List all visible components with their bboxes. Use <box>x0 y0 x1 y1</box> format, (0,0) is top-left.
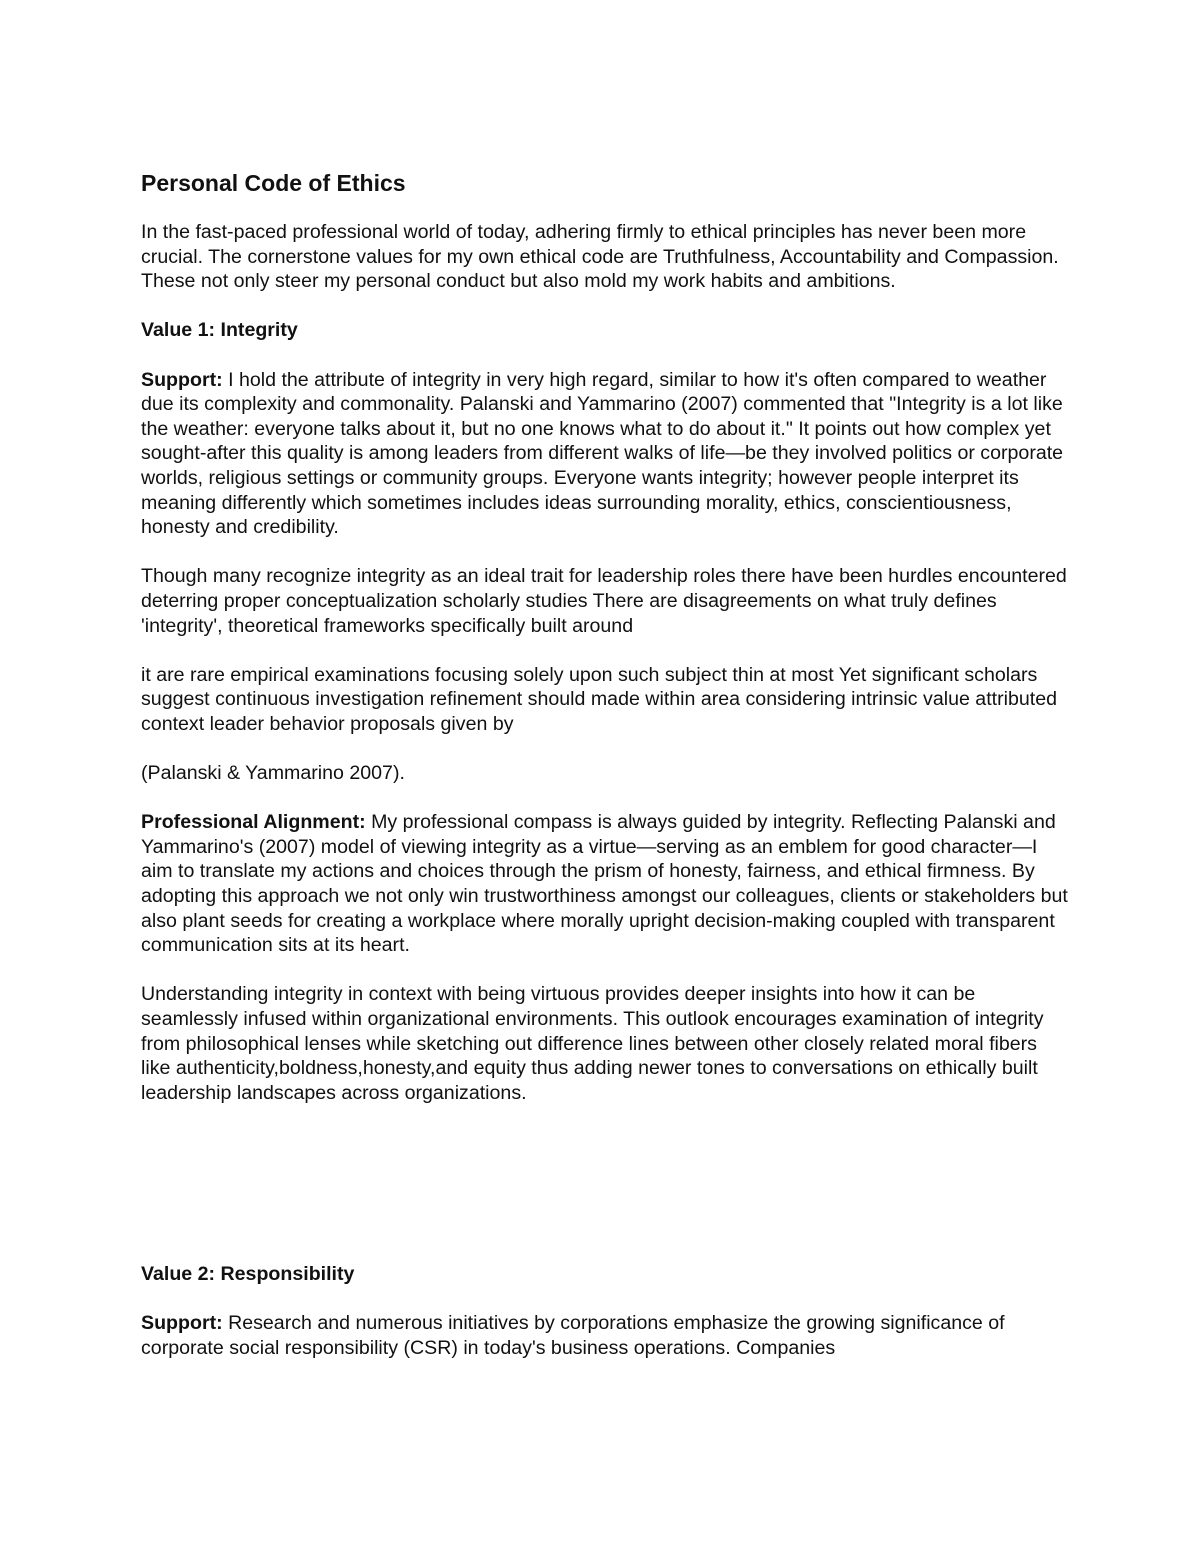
support-label: Support: <box>141 1312 223 1335</box>
support-label: Support: <box>141 368 223 391</box>
page-title: Personal Code of Ethics <box>141 170 406 196</box>
professional-alignment-text: My professional compass is always guided by integrity. Reflecting Palanski and Yammarino's (2007) model of viewing integrity as a virtue—serving as an emblem for good character—I aim to translate my actions and choices through the prism of honesty, fairness, and ethical firmness. By adopting this approach we not only win trustworthiness amongst our colleagues, clients or stakeholders but also plant seeds for creating a workplace where morally upright decision-making coupled with transparent communication sits at its heart. <box>141 811 1068 957</box>
value1-heading: Value 1: Integrity <box>141 319 298 342</box>
professional-alignment-paragraph <box>141 810 1071 958</box>
value2-support-paragraph <box>141 1311 1071 1360</box>
value1-support-paragraph <box>141 368 1071 540</box>
support-text: Research and numerous initiatives by corporations emphasize the growing significance of corporate social responsibility (CSR) in today's business operations. Companies <box>141 1312 1005 1359</box>
support-text: I hold the attribute of integrity in very high regard, similar to how it's often compared to weather due its complexity and commonality. Palanski and Yammarino (2007) commented that "Integrity is a lot like the weather: everyone talks about it, but no one knows what to do about it." It points out how complex yet sought-after this quality is among leaders from different walks of life—be they involved politics or corporate worlds, religious settings or community groups. Everyone wants integrity; however people interpret its meaning differently which sometimes includes ideas surrounding morality, ethics, conscientiousness, honesty and credibility. <box>141 368 1064 539</box>
value1-paragraph-2: Though many recognize integrity as an ideal trait for leadership roles there have been hurdles encountered deterring proper conceptualization scholarly studies There are disagreements on what truly defines 'integrity', theoretical frameworks specifically built around <box>141 565 1067 637</box>
value1-paragraph-6: Understanding integrity in context with being virtuous provides deeper insights into how it can be seamlessly infused within organizational environments. This outlook encourages examination of integrity from philosophical lenses while sketching out difference lines between other closely related moral fibers like authenticity,boldness,honesty,and equity thus adding newer tones to conversations on ethically built leadership landscapes across organizations. <box>141 983 1044 1104</box>
intro-paragraph: In the fast-paced professional world of today, adhering firmly to ethical principles has never been more crucial. The cornerstone values for my own ethical code are Truthfulness, Accountability and Compassion. These not only steer my personal conduct but also mold my work habits and ambitions. <box>141 221 1059 293</box>
document-body <box>141 168 1071 1385</box>
value1-paragraph-3: it are rare empirical examinations focusing solely upon such subject thin at most Yet significant scholars suggest continuous investigation refinement should made within area considering intrinsic value attributed context leader behavior proposals given by <box>141 663 1057 735</box>
professional-alignment-label: Professional Alignment: <box>141 811 366 834</box>
citation-paragraph: (Palanski & Yammarino 2007). <box>141 762 405 785</box>
page-spacer <box>141 1130 1071 1262</box>
value2-heading: Value 2: Responsibility <box>141 1262 355 1285</box>
